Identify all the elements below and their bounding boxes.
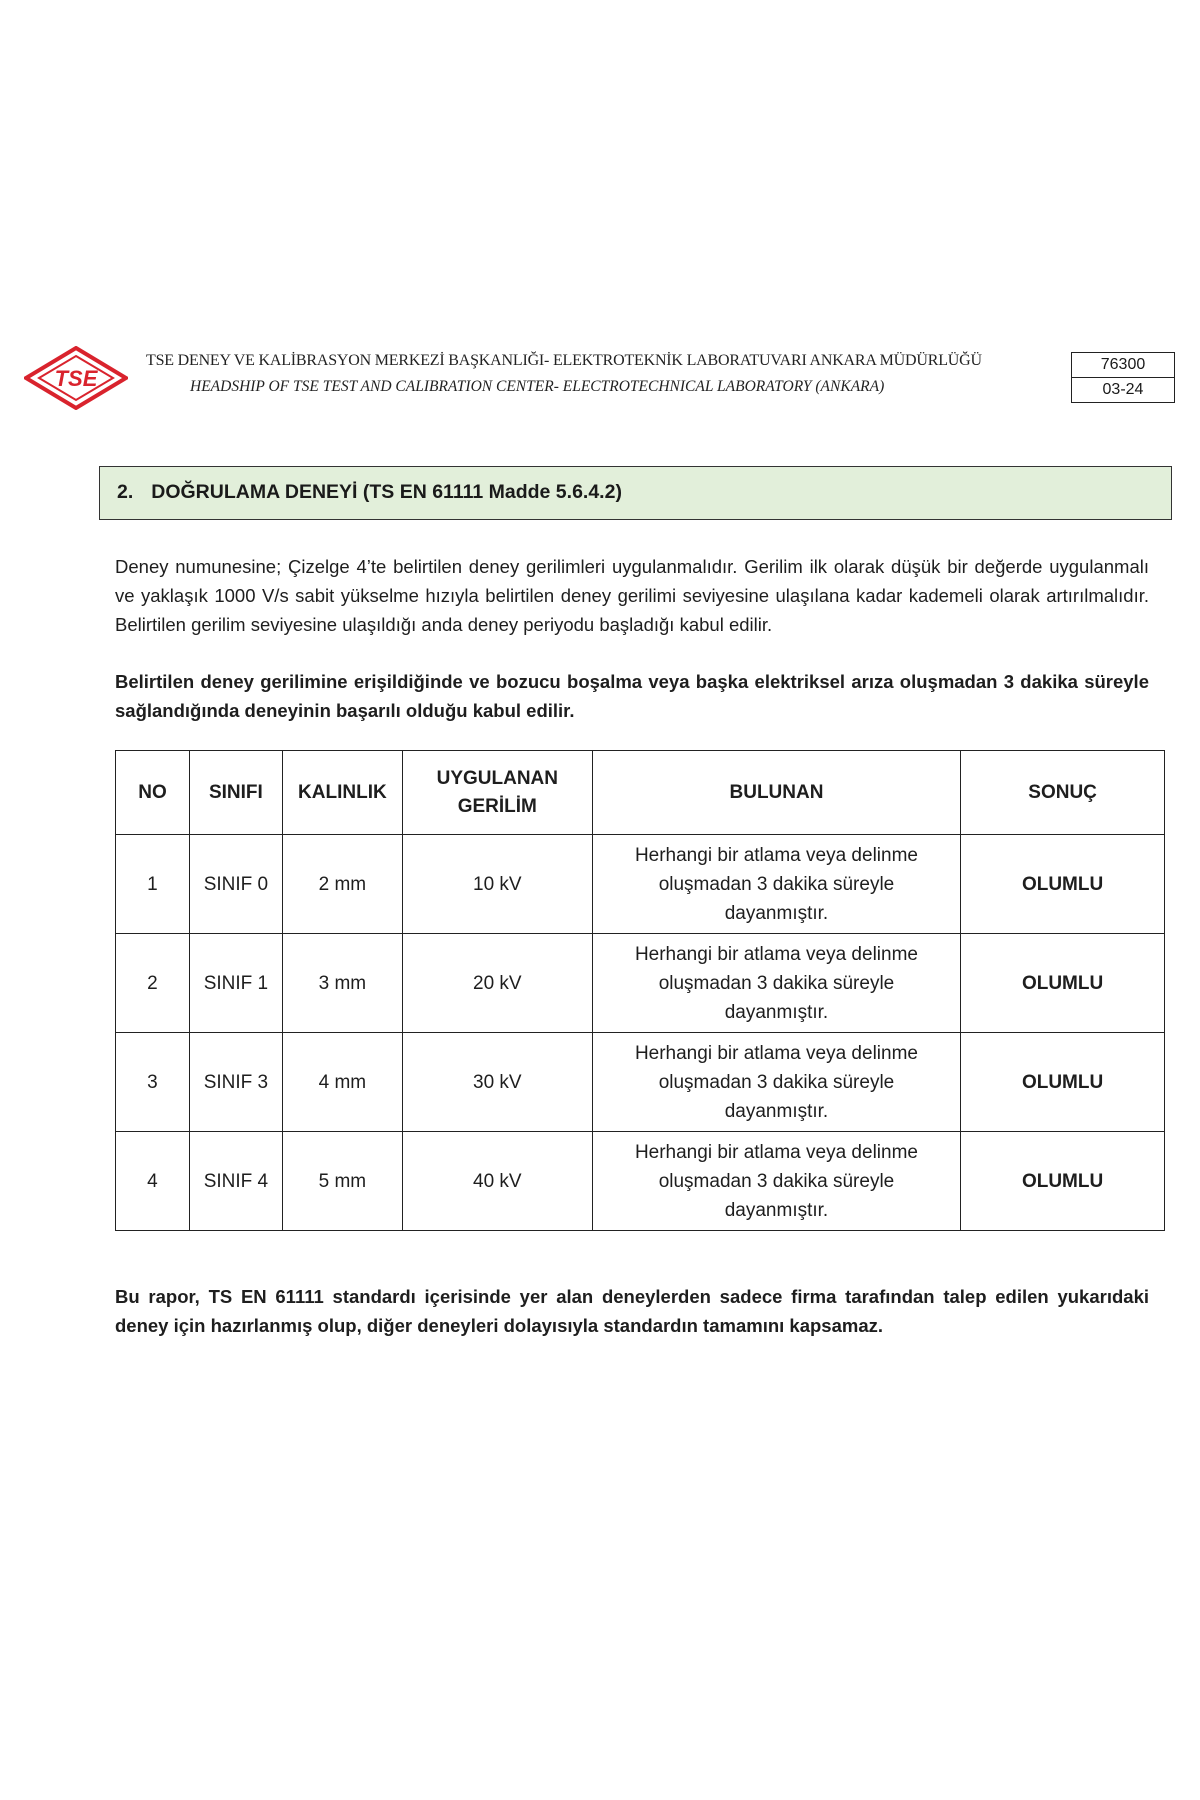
bulunan-line: oluşmadan 3 dakika süreyle — [658, 1170, 895, 1192]
header-title-en: HEADSHIP OF TSE TEST AND CALIBRATION CENTER- ELECTROTECHNICAL LABORATORY (ANKARA) — [190, 378, 885, 395]
cell-sinifi: SINIF 3 — [189, 1033, 282, 1132]
cell-no: 4 — [116, 1132, 190, 1231]
section-title: DOĞRULAMA DENEYİ (TS EN 61111 Madde 5.6.4.2) — [151, 481, 622, 503]
cell-gerilim: 20 kV — [402, 934, 592, 1033]
header-title-tr: TSE DENEY VE KALİBRASYON MERKEZİ BAŞKANLIĞI- ELEKTROTEKNİK LABORATUVARI ANKARA MÜDÜRLÜĞÜ — [146, 352, 982, 369]
acceptance-criteria-paragraph: Belirtilen deney gerilimine erişildiğinde ve bozucu boşalma veya başka elektriksel arıza oluşmadan 3 dakika süreyle sağlandığında deneyinin başarılı olduğu kabul edilir. — [115, 671, 1149, 721]
cell-no: 1 — [116, 835, 190, 934]
table-row — [116, 1132, 1165, 1231]
cell-sonuc: OLUMLU — [961, 1033, 1165, 1132]
header-sinifi: SINIFI — [189, 751, 282, 835]
cell-bulunan — [592, 934, 960, 1033]
cell-bulunan — [592, 1033, 960, 1132]
bulunan-line: oluşmadan 3 dakika süreyle — [658, 1071, 895, 1093]
header-kalinlik: KALINLIK — [282, 751, 402, 835]
document-header — [0, 340, 1200, 420]
results-table — [115, 750, 1165, 1231]
test-procedure-paragraph: Deney numunesine; Çizelge 4’te belirtilen deney gerilimleri uygulanmalıdır. Gerilim ilk olarak düşük bir değerde uygulanmalı ve yaklaşık 1000 V/s sabit yükselme hızıyla belirtilen deney gerilimi seviyesine ulaşılana kadar kademeli olarak artırılmalıdır. Belirtilen gerilim seviyesine ulaşıldığı anda deney periyodu başladığı kabul edilir. — [115, 556, 1149, 635]
document-code-box — [1071, 352, 1175, 403]
cell-gerilim: 10 kV — [402, 835, 592, 934]
bulunan-line: oluşmadan 3 dakika süreyle — [658, 873, 895, 895]
cell-gerilim: 30 kV — [402, 1033, 592, 1132]
cell-sonuc: OLUMLU — [961, 934, 1165, 1033]
bulunan-line: dayanmıştır. — [724, 1001, 829, 1023]
logo-text: TSE — [54, 366, 98, 391]
cell-sinifi: SINIF 4 — [189, 1132, 282, 1231]
cell-no: 2 — [116, 934, 190, 1033]
header-uygulanan-line1: UYGULANAN — [436, 767, 558, 789]
cell-sonuc: OLUMLU — [961, 835, 1165, 934]
cell-bulunan — [592, 1132, 960, 1231]
section-heading — [99, 466, 1172, 520]
bulunan-line: Herhangi bir atlama veya delinme — [634, 943, 918, 965]
bulunan-line: Herhangi bir atlama veya delinme — [634, 1141, 918, 1163]
cell-no: 3 — [116, 1033, 190, 1132]
scope-disclaimer-paragraph: Bu rapor, TS EN 61111 standardı içerisinde yer alan deneylerden sadece firma tarafından talep edilen yukarıdaki deney için hazırlanmış olup, diğer deneyleri dolayısıyla standardın tamamını kapsamaz. — [115, 1286, 1149, 1336]
cell-sinifi: SINIF 0 — [189, 835, 282, 934]
cell-gerilim: 40 kV — [402, 1132, 592, 1231]
document-code: 76300 — [1100, 356, 1146, 373]
tse-logo — [24, 346, 128, 410]
header-sonuc: SONUÇ — [961, 751, 1165, 835]
table-row — [116, 835, 1165, 934]
header-uygulanan-line2: GERİLİM — [457, 795, 537, 817]
cell-kalinlik: 3 mm — [282, 934, 402, 1033]
bulunan-line: Herhangi bir atlama veya delinme — [634, 1042, 918, 1064]
cell-kalinlik: 4 mm — [282, 1033, 402, 1132]
document-revision: 03-24 — [1072, 377, 1174, 402]
table-header-row — [116, 751, 1165, 835]
header-bulunan: BULUNAN — [592, 751, 960, 835]
table-row — [116, 1033, 1165, 1132]
cell-bulunan — [592, 835, 960, 934]
bulunan-line: dayanmıştır. — [724, 902, 829, 924]
bulunan-line: dayanmıştır. — [724, 1100, 829, 1122]
table-row — [116, 934, 1165, 1033]
header-uygulanan-gerilim — [402, 751, 592, 835]
cell-sonuc: OLUMLU — [961, 1132, 1165, 1231]
header-titles — [146, 352, 1066, 396]
header-no: NO — [116, 751, 190, 835]
cell-sinifi: SINIF 1 — [189, 934, 282, 1033]
bulunan-line: dayanmıştır. — [724, 1199, 829, 1221]
bulunan-line: oluşmadan 3 dakika süreyle — [658, 972, 895, 994]
cell-kalinlik: 5 mm — [282, 1132, 402, 1231]
section-number: 2. — [117, 481, 134, 503]
cell-kalinlik: 2 mm — [282, 835, 402, 934]
bulunan-line: Herhangi bir atlama veya delinme — [634, 844, 918, 866]
